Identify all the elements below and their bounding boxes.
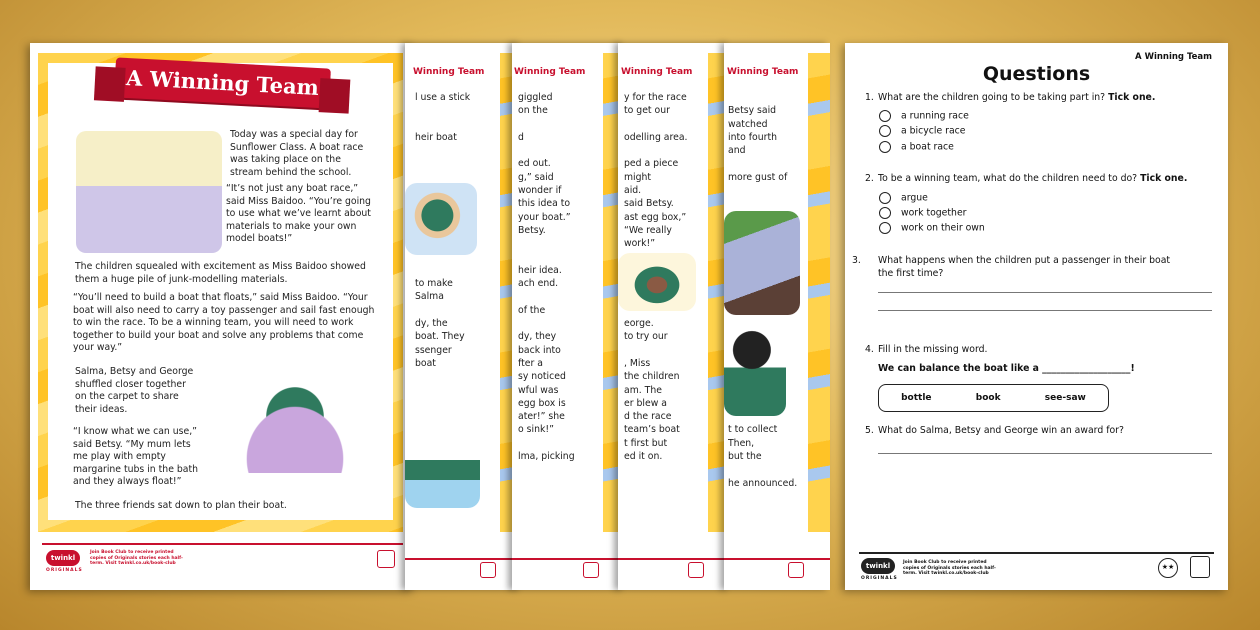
text-line: t to collect (728, 424, 778, 436)
text-line: on the (518, 105, 548, 117)
text-line: sy noticed (518, 371, 566, 383)
text-line (415, 104, 470, 117)
option-radio[interactable]: argue (879, 192, 928, 204)
text-line: t first but (624, 437, 668, 449)
text-line: d (518, 131, 524, 143)
text-line (518, 290, 575, 303)
page-header: Winning Team (413, 67, 485, 77)
text-line: boat. They (415, 331, 465, 343)
text-line: to try our (624, 331, 668, 343)
text-line: into fourth (728, 131, 777, 143)
story-page-2 (405, 43, 522, 590)
footer-divider (859, 552, 1214, 554)
text-line: “We really (624, 224, 672, 236)
footer-divider (42, 543, 403, 545)
word-option: book (975, 393, 1001, 403)
text-line (415, 264, 470, 277)
text-line (415, 157, 470, 170)
text-line: Betsy. (518, 224, 546, 236)
text-line: your boat.” (518, 211, 571, 223)
text-line: boat (415, 357, 436, 369)
text-line: dy, the (415, 318, 448, 330)
text-line: odelling area. (624, 131, 688, 143)
questions-page (845, 43, 1228, 590)
intro-text: Today was a special day for Sunflower Class. A boat race was taking place on the stream behind the school. (230, 129, 364, 178)
text-line: o sink!” (518, 424, 554, 436)
text-line: the children (624, 371, 680, 383)
story-page-4 (618, 43, 730, 590)
footer-text: Join Book Club to receive printed copies of Originals stories each half-term. Visit twinkl.co.uk/book-club (903, 560, 996, 576)
question-1: 1. What are the children going to be taking part in? Tick one. (865, 92, 1156, 103)
text-line: ater!” she (518, 411, 565, 423)
page-header: Winning Team (514, 67, 586, 77)
text-line: work!” (624, 238, 656, 250)
text-line: eorge. (624, 318, 654, 330)
paragraph: The children squealed with excitement as Miss Baidoo showed them a huge pile of junk-modelling materials. (75, 261, 366, 285)
logo-subtitle: ORIGINALS (861, 576, 898, 581)
race-illustration (724, 211, 800, 315)
book-club-icon (788, 562, 804, 578)
text-line: he announced. (728, 477, 798, 489)
option-radio[interactable]: a boat race (879, 141, 954, 153)
book-club-icon (1190, 556, 1210, 578)
text-line: back into (518, 344, 561, 356)
paragraph: The three friends sat down to plan their boat. (75, 500, 287, 511)
answer-line[interactable] (878, 453, 1212, 454)
text-line: heir idea. (518, 264, 562, 276)
text-line (518, 237, 575, 250)
story-page-1 (30, 43, 415, 590)
text-line (415, 118, 470, 131)
answer-line[interactable] (878, 310, 1212, 311)
question-3: 3. What happens when the children put a passenger in their boat the first time? (852, 255, 1171, 279)
logo-subtitle: ORIGINALS (46, 568, 83, 573)
text-line: Betsy said (728, 105, 777, 117)
text-line: more gust of (728, 171, 788, 183)
word-option: see-saw (1044, 393, 1086, 403)
question-2: 2. To be a winning team, what do the children need to do? Tick one. (865, 173, 1188, 184)
text-line: giggled (518, 92, 553, 103)
book-club-icon (688, 562, 704, 578)
text-line (728, 184, 797, 197)
twinkl-logo: twinkl (46, 550, 80, 566)
text-line (728, 197, 797, 210)
option-radio[interactable]: work together (879, 207, 967, 219)
page-text (518, 91, 575, 463)
footer-text: Join Book Club to receive printed copies of Originals stories each half-term. Visit twinkl.co.uk/book-club (90, 550, 183, 566)
text-line (518, 437, 575, 450)
children-illustration (220, 378, 370, 473)
word-bank (878, 384, 1109, 412)
text-line: but the (728, 451, 762, 463)
text-line: g,” said (518, 171, 554, 183)
story-page-3 (512, 43, 625, 590)
boy-illustration (405, 183, 477, 255)
paragraph: Salma, Betsy and George shuffled closer together on the carpet to share their ideas. (75, 366, 194, 415)
text-line: egg box is (518, 397, 566, 409)
text-line: ped a piece (624, 158, 679, 170)
text-line: dy, they (518, 331, 557, 343)
text-line: said Betsy. (624, 198, 674, 210)
teacher-illustration (724, 328, 786, 416)
fill-in-sentence: We can balance the boat like a ___________________! (878, 363, 1135, 374)
paragraph: “You’ll need to build a boat that floats,” said Miss Baidoo. “Your boat will also need to carry a toy passenger and sail fast enough to win the race. To be a winning team, you will need to work together to build your boat and solve any problems that come your way.” (73, 292, 375, 354)
question-4: 4. Fill in the missing word. (865, 344, 988, 355)
text-line: , Miss (624, 357, 651, 369)
page-header: A Winning Team (1135, 52, 1212, 62)
answer-line[interactable] (878, 292, 1212, 293)
page-header: Winning Team (727, 67, 799, 77)
text-line (728, 157, 797, 170)
text-line: might (624, 171, 652, 183)
classroom-illustration (76, 131, 222, 253)
text-line: heir boat (415, 131, 457, 143)
text-line: fter a (518, 357, 543, 369)
text-line (415, 144, 470, 157)
text-line: l use a stick (415, 92, 471, 103)
quote-text: “It’s not just any boat race,” said Miss Baidoo. “You’re going to use what we’ve learnt about materials to make your own model boats!” (226, 183, 371, 245)
text-line (728, 463, 797, 476)
book-club-icon (480, 562, 496, 578)
text-line: to get our (624, 105, 670, 117)
text-line: ach end. (518, 278, 559, 290)
twinkl-logo: twinkl (861, 558, 895, 574)
text-line (624, 344, 688, 357)
question-5: 5. What do Salma, Betsy and George win an award for? (865, 425, 1124, 436)
text-line: y for the race (624, 92, 687, 103)
text-line (624, 118, 688, 131)
text-line: ed out. (518, 158, 551, 170)
text-line: wful was (518, 384, 559, 396)
paragraph: “I know what we can use,” said Betsy. “My mum lets me play with empty margarine tubs in the bath and they always float!” (73, 426, 198, 488)
page-title: Questions (982, 63, 1091, 85)
text-line: and (728, 145, 746, 157)
word-option: bottle (901, 393, 932, 403)
text-line: wonder if (518, 185, 562, 197)
text-line: am. The (624, 384, 662, 396)
text-line (415, 304, 470, 317)
egg-box-illustration (618, 253, 696, 311)
title-banner: A Winning Team (114, 57, 331, 108)
text-line: aid. (624, 185, 642, 197)
book-club-icon (377, 550, 395, 568)
text-line: Salma (415, 291, 444, 303)
children-illustration (405, 428, 480, 508)
text-line: d the race (624, 411, 672, 423)
option-radio[interactable]: work on their own (879, 222, 985, 234)
text-line: er blew a (624, 397, 667, 409)
story-page-5 (724, 43, 830, 590)
text-line (518, 251, 575, 264)
text-line: Then, (728, 437, 755, 449)
two-star-icon: ★★ (1158, 558, 1178, 578)
option-radio[interactable]: a bicycle race (879, 125, 965, 137)
page-header: Winning Team (621, 67, 693, 77)
text-line: team’s boat (624, 424, 680, 436)
text-line: lma, picking (518, 451, 575, 463)
text-line: ssenger (415, 344, 452, 356)
text-line (518, 144, 575, 157)
text-line (518, 317, 575, 330)
text-line (624, 144, 688, 157)
text-line: to make (415, 278, 453, 290)
text-line: ed it on. (624, 451, 663, 463)
text-line: this idea to (518, 198, 571, 210)
text-line (518, 118, 575, 131)
book-club-icon (583, 562, 599, 578)
option-radio[interactable]: a running race (879, 110, 969, 122)
text-line: ast egg box,” (624, 211, 687, 223)
text-line: of the (518, 304, 546, 316)
text-line: watched (728, 118, 768, 130)
text-line (728, 91, 797, 104)
